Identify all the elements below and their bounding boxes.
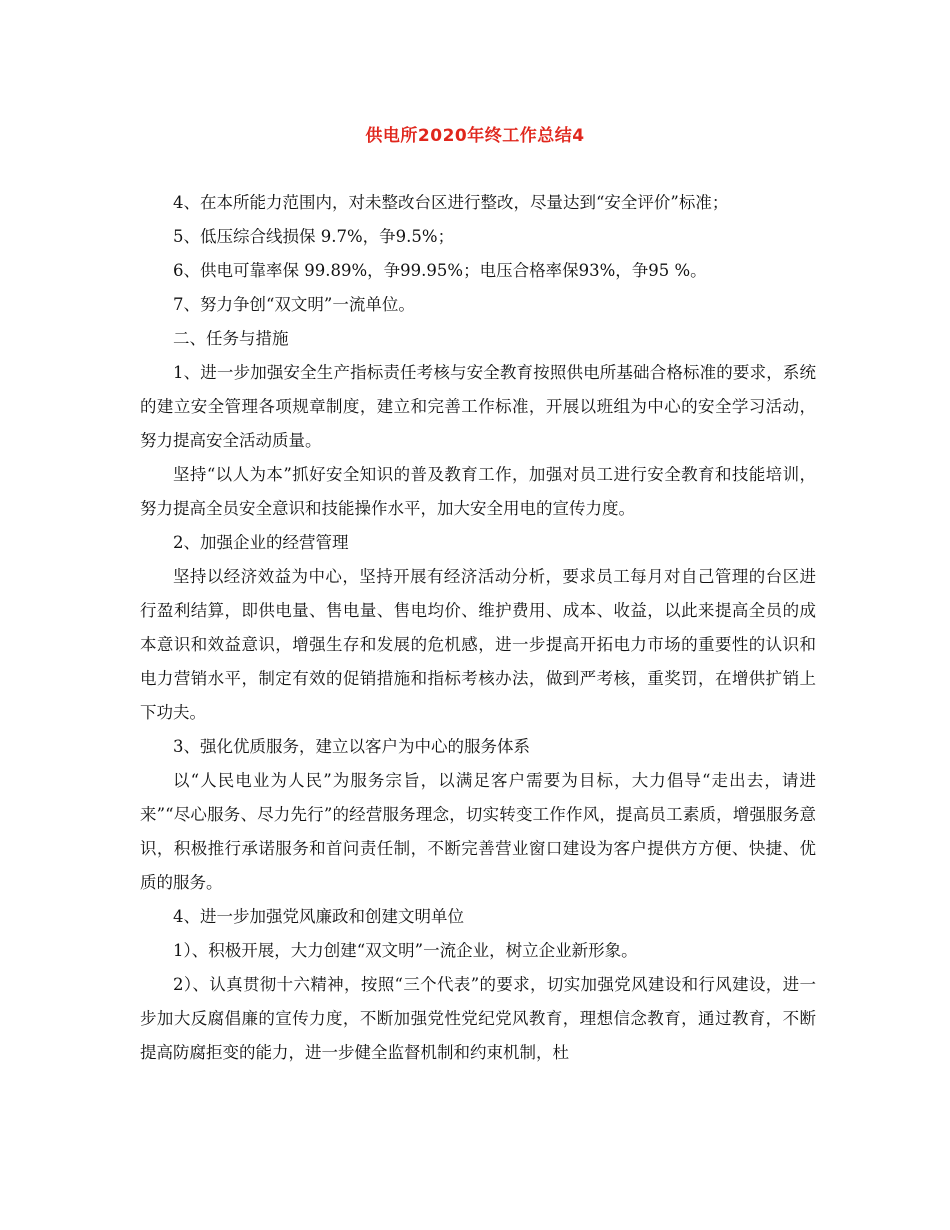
- document-body: [140, 186, 816, 1070]
- paragraph: 7、努力争创“双文明”一流单位。: [173, 295, 415, 314]
- paragraph: 1）、积极开展，大力创建“双文明”一流企业，树立企业新形象。: [173, 941, 638, 960]
- paragraph: 2）、认真贯彻十六精神，按照“三个代表”的要求，切实加强党风建设和行风建设，进一步加大反腐倡廉的宣传力度，不断加强党性党纪党风教育，理想信念教育，通过教育，不断提高防腐拒变的能力，进一步健全监督机制和约束机制，杜: [140, 975, 816, 1062]
- subsection-heading: 4、进一步加强党风廉政和创建文明单位: [173, 907, 464, 926]
- paragraph: 以“人民电业为人民”为服务宗旨，以满足客户需要为目标，大力倡导“走出去，请进来”“尽心服务、尽力先行”的经营服务理念，切实转变工作作风，提高员工素质，增强服务意识，积极推行承诺服务和首问责任制，不断完善营业窗口建设为客户提供方方便、快捷、优质的服务。: [140, 771, 816, 892]
- paragraph: 坚持“以人为本”抓好安全知识的普及教育工作，加强对员工进行安全教育和技能培训，努力提高全员安全意识和技能操作水平，加大安全用电的宣传力度。: [140, 465, 816, 518]
- subsection-heading: 3、强化优质服务，建立以客户为中心的服务体系: [173, 737, 530, 756]
- paragraph: 1、进一步加强安全生产指标责任考核与安全教育按照供电所基础合格标准的要求，系统的建立安全管理各项规章制度，建立和完善工作标准，开展以班组为中心的安全学习活动，努力提高安全活动质量。: [140, 363, 816, 450]
- paragraph: 坚持以经济效益为中心，坚持开展有经济活动分析，要求员工每月对自己管理的台区进行盈利结算，即供电量、售电量、售电均价、维护费用、成本、收益，以此来提高全员的成本意识和效益意识，增强生存和发展的危机感，进一步提高开拓电力市场的重要性的认识和电力营销水平，制定有效的促销措施和指标考核办法，做到严考核，重奖罚，在增供扩销上下功夫。: [140, 567, 816, 722]
- paragraph: 4、在本所能力范围内，对未整改台区进行整改，尽量达到“安全评价”标准；: [173, 193, 729, 212]
- document-title: 供电所2020年终工作总结4: [365, 126, 585, 146]
- paragraph: 5、低压综合线损保 9.7%，争9.5%；: [173, 227, 455, 246]
- paragraph: 6、供电可靠率保 99.89%，争99.95%；电压合格率保93%，争95 %。: [173, 261, 707, 280]
- subsection-heading: 2、加强企业的经营管理: [173, 533, 349, 552]
- section-heading: 二、任务与措施: [173, 329, 289, 348]
